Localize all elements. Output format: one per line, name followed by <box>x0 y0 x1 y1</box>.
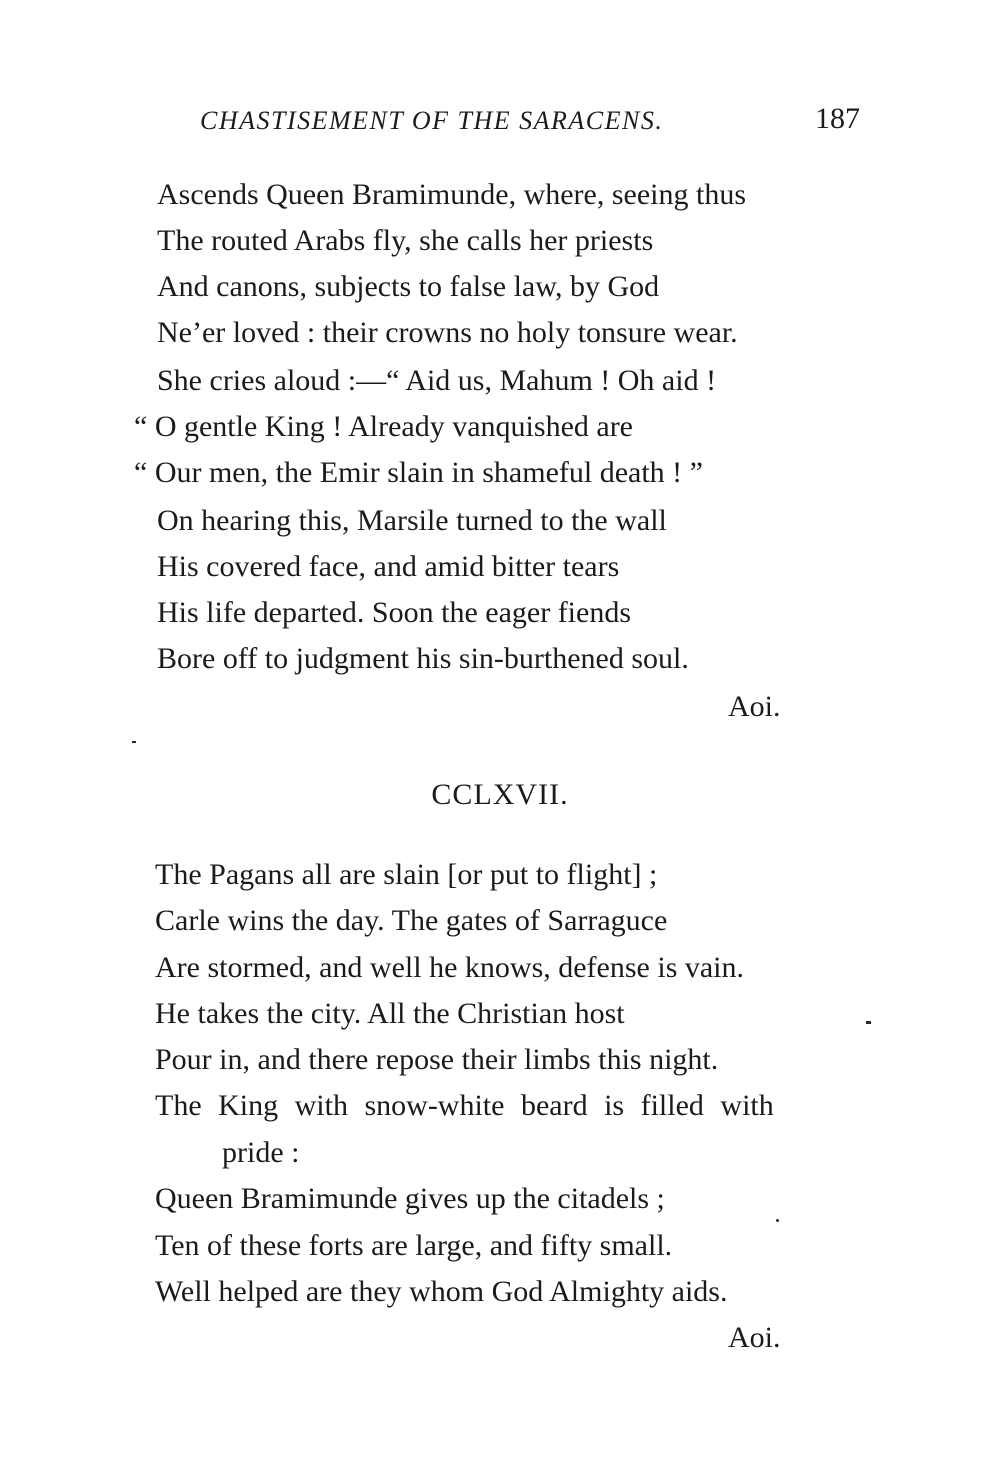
verse-line: Carle wins the day. The gates of Sarraguce <box>155 904 668 937</box>
running-title: CHASTISEMENT OF THE SARACENS. <box>200 106 664 135</box>
verse-line: Are stormed, and well he knows, defense is vain. <box>155 951 745 984</box>
print-speck <box>132 741 136 743</box>
verse-line: She cries aloud :—“ Aid us, Mahum ! Oh aid ! <box>157 364 717 397</box>
verse-line: Bore off to judgment his sin-burthened soul. <box>157 642 689 675</box>
verse-line-continuation: pride : <box>222 1136 300 1169</box>
verse-line: Queen Bramimunde gives up the citadels ; <box>155 1182 665 1215</box>
page-header <box>200 100 860 140</box>
verse-line: The Pagans all are slain [or put to flight] ; <box>155 858 658 891</box>
verse-line: “ Our men, the Emir slain in shameful death ! ” <box>134 456 703 489</box>
verse-line: Pour in, and there repose their limbs this night. <box>155 1043 719 1076</box>
verse-line: Well helped are they whom God Almighty aids. <box>155 1275 728 1308</box>
verse-line: “ O gentle King ! Already vanquished are <box>134 410 633 443</box>
page-number: 187 <box>815 102 860 135</box>
refrain: Aoi. <box>728 690 781 723</box>
verse-line: The routed Arabs fly, she calls her priests <box>157 224 654 257</box>
print-speck <box>866 1021 871 1024</box>
verse-line: His covered face, and amid bitter tears <box>157 550 620 583</box>
print-speck <box>776 1219 779 1222</box>
verse-line: He takes the city. All the Christian host <box>155 997 625 1030</box>
refrain: Aoi. <box>728 1321 781 1354</box>
verse-line: Ten of these forts are large, and fifty small. <box>155 1229 673 1262</box>
verse-line: Ascends Queen Bramimunde, where, seeing thus <box>157 178 747 211</box>
verse-line: And canons, subjects to false law, by God <box>157 270 660 303</box>
section-heading: CCLXVII. <box>431 778 569 811</box>
verse-line: His life departed. Soon the eager fiends <box>157 596 632 629</box>
verse-line: On hearing this, Marsile turned to the wall <box>157 504 667 537</box>
verse-line: Ne’er loved : their crowns no holy tonsure wear. <box>157 316 738 349</box>
verse-line: The King with snow-white beard is filled with <box>155 1089 774 1122</box>
